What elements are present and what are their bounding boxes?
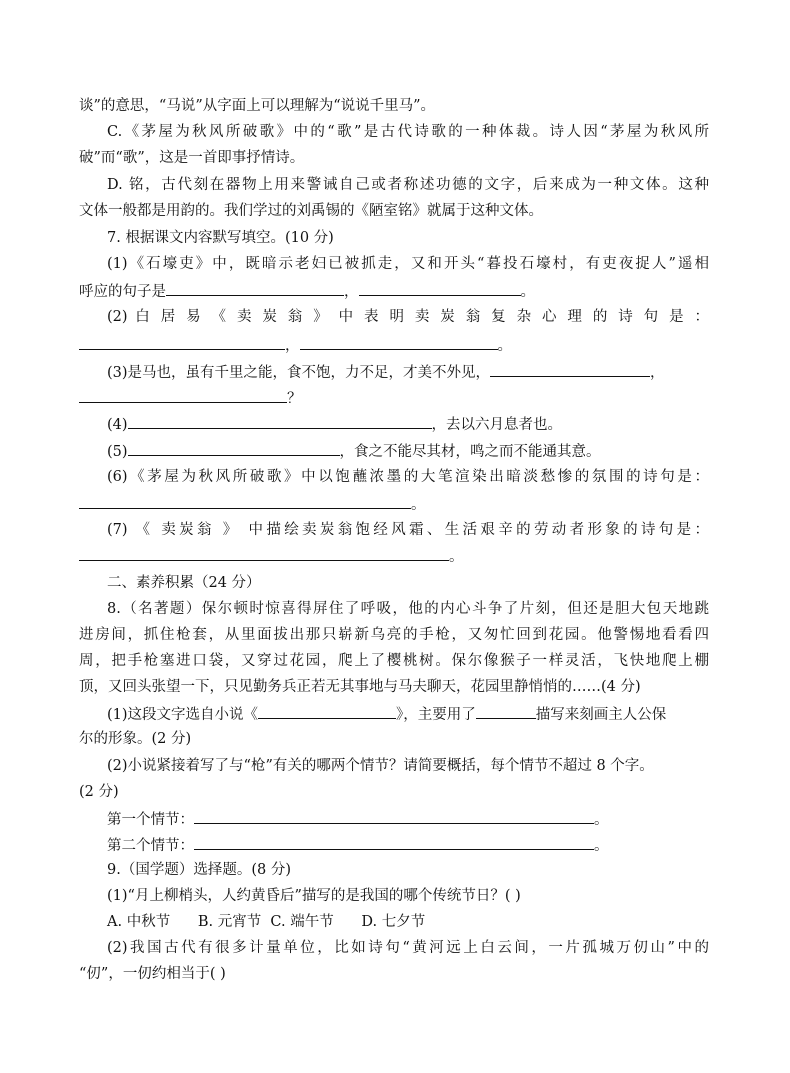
answer-blank[interactable]: [194, 808, 594, 824]
text-line: 文体一般都是用韵的。我们学过的刘禹锡的《陋室铭》就属于这种文体。: [79, 203, 543, 219]
answer-blank[interactable]: [79, 334, 285, 350]
question-8-1-text: 》，主要用了: [396, 707, 476, 723]
answer-blank[interactable]: [128, 440, 340, 456]
question-8-passage-line: 8.（名著题）保尔顿时惊喜得屏住了呼吸，他的内心斗争了片刻，但还是胆大包天地跳: [107, 601, 709, 617]
question-7-1-text: (1)《石壕吏》中，既暗示老妇已被抓走，又和开头“暮投石壕村，有吏夜捉人”遥相: [107, 256, 709, 272]
text-line: 破”而“歌”，这是一首即事抒情诗。: [79, 150, 305, 166]
item-number: (5): [107, 444, 128, 460]
answer-blank[interactable]: [359, 280, 521, 296]
plot-1-label: 第一个情节：: [107, 812, 194, 828]
question-9-1-text: (1)“月上柳梢头，人约黄昏后”描写的是我国的哪个传统节日？( ): [107, 888, 521, 904]
answer-blank[interactable]: [194, 834, 594, 850]
answer-blank[interactable]: [476, 703, 536, 719]
period: 。: [411, 497, 426, 513]
question-8-1-prompt: (1)这段文字选自小说《: [107, 707, 259, 723]
period: 。: [449, 549, 464, 565]
plot-2-label: 第二个情节：: [107, 838, 194, 854]
question-8-2-text: (2)小说紧接着写了与“枪”有关的哪两个情节？请简要概括，每个情节不超过 8 个字。: [107, 758, 654, 774]
question-7-3-text: [107, 361, 665, 383]
question-7-2-answer-line: [79, 334, 512, 356]
comma: ，: [650, 365, 665, 381]
answer-blank[interactable]: [128, 413, 432, 429]
period: 。: [594, 812, 609, 828]
answer-blank[interactable]: [258, 703, 396, 719]
question-7-6-text: (6)《茅屋为秋风所破歌》中以饱蘸浓墨的大笔渲染出暗淡愁惨的氛围的诗句是：: [107, 469, 709, 485]
comma: ，: [285, 338, 300, 354]
question-7-2-text: (2) 白 居 易 《 卖 炭 翁 》 中 表 明 卖 炭 翁 复 杂 心 理 的 诗 句 是 ：: [107, 309, 709, 325]
answer-blank[interactable]: [79, 545, 449, 561]
question-7-6-answer-line: [79, 493, 426, 515]
question-9-2-text: (2)我国古代有很多计量单位，比如诗句“黄河远上白云间，一片孤城万仞山”中的: [107, 940, 709, 956]
plot-1-line: [107, 808, 609, 830]
text-line: 谈”的意思，“马说”从字面上可以理解为“说说千里马”。: [79, 98, 436, 114]
question-9-2-continuation: “仞”，一仞约相当于( ): [79, 966, 226, 982]
points-label: (2 分): [79, 784, 119, 800]
answer-blank[interactable]: [490, 361, 650, 377]
question-mark: ？: [287, 391, 302, 407]
question-7-3-answer-line: [79, 387, 302, 409]
period: 。: [520, 284, 535, 300]
period: 。: [594, 838, 609, 854]
answer-blank[interactable]: [79, 493, 411, 509]
question-8-passage-line: 进房间，抓住枪套，从里面拔出那只崭新乌亮的手枪，又匆忙回到花园。他警惕地看看四: [79, 627, 709, 643]
question-8-passage-line: 周，把手枪塞进口袋，又穿过花园，爬上了樱桃树。保尔像猴子一样灵活，飞快地爬上棚: [79, 653, 709, 669]
question-7-7-text: (7) 《 卖炭翁 》 中描绘卖炭翁饱经风霜、生活艰辛的劳动者形象的诗句是：: [107, 522, 709, 538]
plot-2-line: [107, 834, 609, 856]
question-9-heading: 9.（国学题）选择题。(8 分): [107, 862, 291, 878]
question-7-heading: 7. 根据课文内容默写填空。(10 分): [107, 230, 334, 246]
question-7-5-text: ，食之不能尽其材，鸣之而不能通其意。: [339, 444, 601, 460]
section-2-heading: 二、素养积累（24 分）: [107, 575, 261, 591]
question-7-4-line: [107, 413, 562, 435]
period: 。: [497, 338, 512, 354]
question-7-5-line: [107, 440, 601, 462]
question-7-7-answer-line: [79, 545, 464, 567]
option-c-line: C.《茅屋为秋风所破歌》中的“歌”是古代诗歌的一种体裁。诗人因“茅屋为秋风所: [107, 124, 709, 140]
answer-prompt: 呼应的句子是: [79, 284, 166, 300]
answer-blank[interactable]: [300, 334, 498, 350]
comma: ，: [344, 284, 359, 300]
text-line: 尔的形象。(2 分): [79, 731, 192, 747]
item-number: (4): [107, 417, 128, 433]
option-d-line: D. 铭，古代刻在器物上用来警诫自己或者称述功德的文字，后来成为一种文体。这种: [107, 177, 709, 193]
answer-blank[interactable]: [79, 387, 287, 403]
question-7-4-text: ，去以六月息者也。: [431, 417, 563, 433]
question-8-1-text: 描写来刻画主人公保: [535, 707, 667, 723]
question-7-3-prompt: (3)是马也，虽有千里之能，食不饱，力不足，才美不外见，: [107, 365, 491, 381]
question-8-passage-line: 顶，又回头张望一下，只见勤务兵正若无其事地与马夫聊天，花园里静悄悄的……(4 分): [79, 679, 641, 695]
question-7-1-answer-line: [79, 280, 535, 302]
question-8-1-line: [107, 703, 666, 725]
question-9-1-options: A. 中秋节 B. 元宵节 C. 端午节 D. 七夕节: [107, 914, 426, 930]
answer-blank[interactable]: [166, 280, 344, 296]
